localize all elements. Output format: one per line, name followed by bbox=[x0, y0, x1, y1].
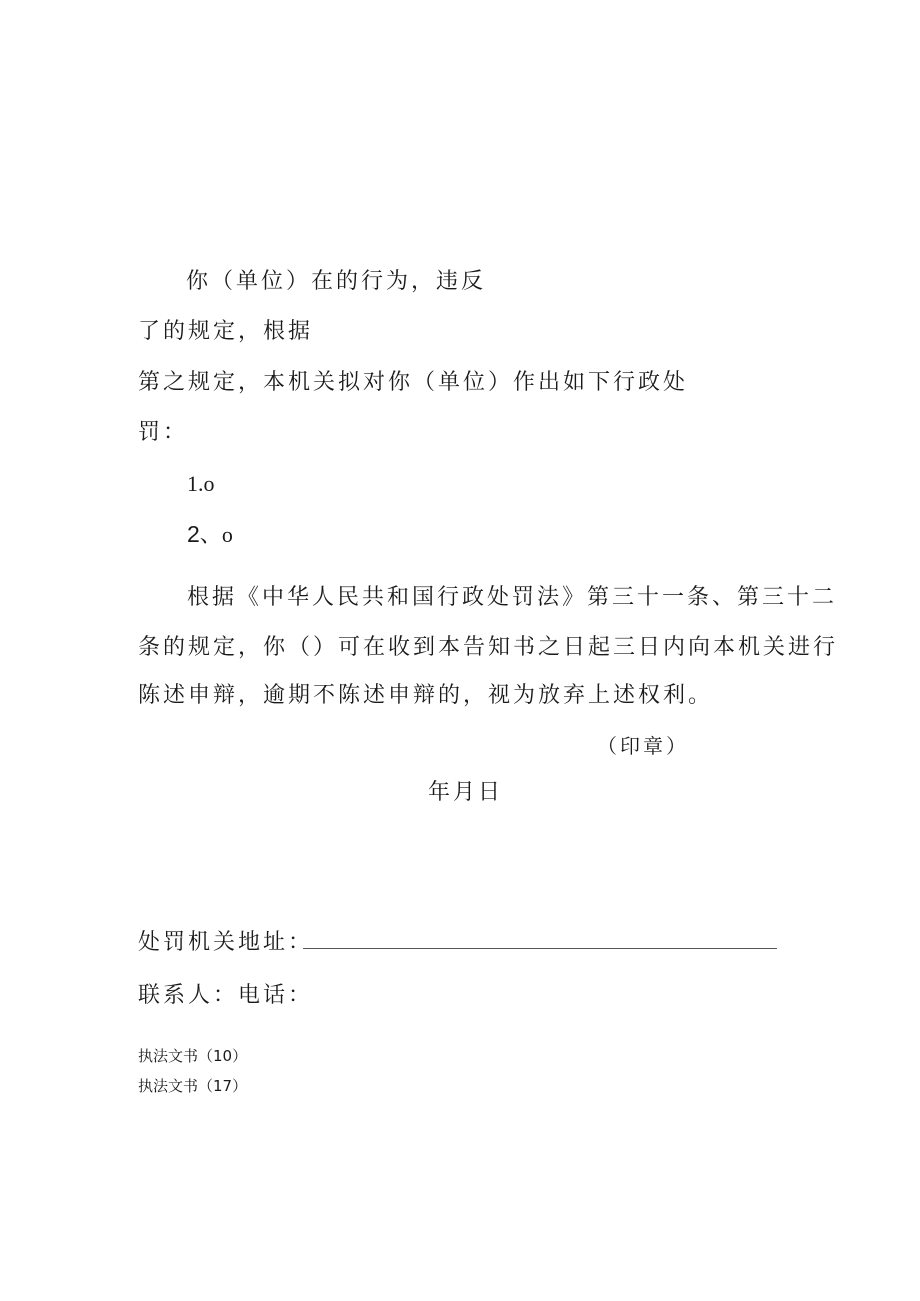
penalty-item-1 bbox=[187, 470, 215, 498]
doc-reference-10: 执法文书（10） bbox=[138, 1047, 248, 1065]
address-underline bbox=[303, 948, 777, 949]
paragraph1-line4: 罚： bbox=[138, 420, 189, 445]
item-text: o bbox=[221, 522, 233, 547]
item-text: o bbox=[203, 471, 215, 496]
item-separator: 、 bbox=[199, 522, 222, 547]
paragraph2-line1: 根据《中华人民共和国行政处罚法》第三十一条、第三十二 bbox=[187, 585, 838, 610]
paragraph2-line2: 条的规定，你（）可在收到本告知书之日起三日内向本机关进行 bbox=[138, 635, 839, 660]
contact-phone-label: 联系人：电话： bbox=[138, 983, 314, 1008]
paragraph1-line2: 了的规定，根据 bbox=[138, 319, 314, 344]
date-line: 年月日 bbox=[428, 780, 504, 805]
seal-placeholder: （印章） bbox=[597, 734, 689, 758]
item-number: 1. bbox=[187, 471, 204, 496]
paragraph1-line3: 第之规定，本机关拟对你（单位）作出如下行政处 bbox=[138, 370, 689, 395]
item-number: 2 bbox=[187, 521, 200, 547]
paragraph1-line1: 你（单位）在的行为，违反 bbox=[186, 269, 487, 294]
penalty-item-2 bbox=[187, 520, 233, 549]
doc-reference-17: 执法文书（17） bbox=[138, 1077, 248, 1095]
address-label: 处罚机关地址： bbox=[138, 930, 314, 955]
paragraph2-line3: 陈述申辩，逾期不陈述申辩的，视为放弃上述权利。 bbox=[138, 683, 714, 708]
